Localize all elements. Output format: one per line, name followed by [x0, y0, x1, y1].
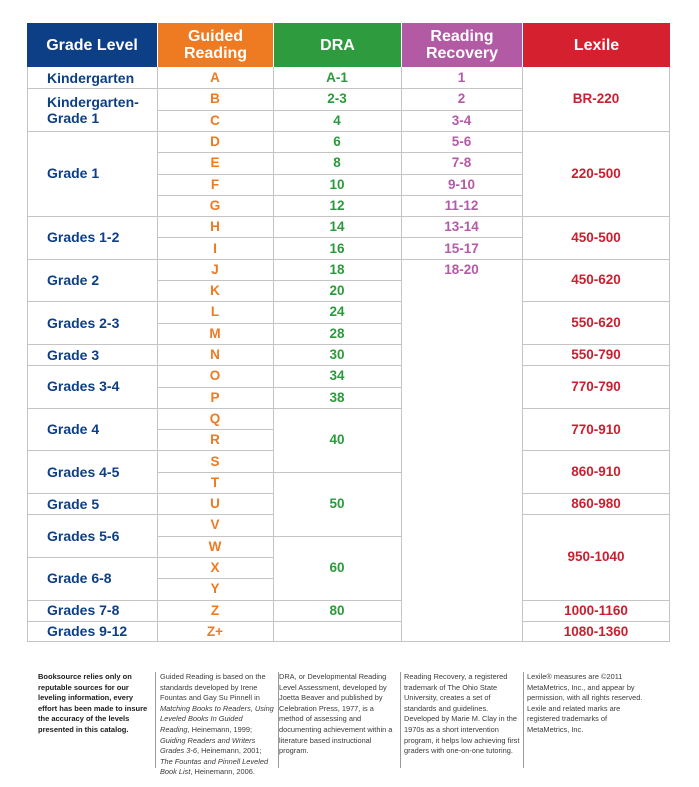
row-divider	[157, 514, 273, 515]
note-divider	[155, 672, 156, 768]
row-divider	[522, 259, 670, 260]
grade-level-cell: Grade 5	[47, 495, 100, 512]
header-label	[184, 28, 247, 62]
grade-level-cell: Grades 4-5	[47, 463, 120, 480]
guided-level-cell: N	[210, 347, 220, 363]
row-divider	[273, 472, 401, 473]
note-title: Guiding Readers and Writers Grades 3-6	[160, 735, 256, 756]
row-divider	[27, 88, 157, 89]
dra-cell: 6	[333, 134, 341, 150]
row-divider	[157, 152, 273, 153]
row-divider	[273, 323, 401, 324]
dra-cell	[273, 621, 401, 642]
dra-cell: 24	[329, 304, 345, 320]
row-divider	[522, 365, 670, 366]
lexile-cell: 220-500	[571, 165, 621, 181]
dra-cell: 4	[333, 112, 341, 128]
dra-header	[274, 23, 401, 67]
row-divider	[522, 131, 670, 132]
row-divider	[273, 344, 401, 345]
row-divider	[522, 408, 670, 409]
grade-level-cell: Grade 6-8	[47, 570, 112, 587]
grade-level-cell: Grades 7-8	[47, 602, 120, 619]
note-text: , Heinemann, 1999;	[187, 724, 253, 734]
guided-level-cell: C	[210, 112, 220, 128]
header-line: Recovery	[425, 45, 499, 62]
guided-reading-note	[160, 672, 274, 778]
header-line: Guided	[187, 28, 244, 45]
dra-cell: 50	[329, 496, 345, 512]
row-divider	[273, 536, 401, 537]
row-divider	[27, 408, 157, 409]
header-line: Reading	[183, 45, 248, 62]
row-divider	[273, 621, 401, 622]
row-divider	[273, 237, 401, 238]
dra-cell: 16	[329, 240, 345, 256]
dra-cell: 14	[329, 219, 345, 235]
row-divider	[27, 493, 157, 494]
dra-cell: 30	[329, 347, 345, 363]
guided-level-cell: B	[210, 91, 220, 107]
row-divider	[157, 131, 273, 132]
header-line: DRA	[320, 36, 355, 54]
dra-cell: 40	[329, 432, 345, 448]
row-divider	[401, 174, 522, 175]
row-divider	[157, 323, 273, 324]
row-divider	[273, 88, 401, 89]
note-title: The Fountas and Pinnell Leveled Book List	[160, 756, 269, 777]
row-divider	[27, 450, 157, 451]
reading-recovery-header	[402, 23, 522, 67]
row-divider	[157, 110, 273, 111]
dra-cell: 18	[329, 261, 345, 277]
guided-level-cell: F	[210, 176, 220, 192]
row-divider	[401, 237, 522, 238]
row-divider	[157, 216, 273, 217]
guided-level-cell: A	[210, 70, 220, 86]
dra-note: DRA, or Developmental Reading Level Assessment, developed by Joetta Beaver and published by Celebration Press, 1977, is a method of assessing and documenting achievement within a literature based instructional program.	[279, 672, 393, 756]
dra-cell: 2-3	[327, 91, 347, 107]
row-divider	[157, 621, 273, 622]
row-divider	[401, 131, 522, 132]
lexile-cell: 550-620	[571, 315, 621, 331]
row-divider	[273, 280, 401, 281]
row-divider	[273, 600, 401, 601]
row-divider	[273, 195, 401, 196]
row-divider	[522, 514, 670, 515]
row-divider	[273, 174, 401, 175]
grade-level-cell: Grade 3	[47, 346, 100, 363]
dra-cell: A-1	[326, 70, 348, 86]
guided-level-cell: T	[210, 474, 220, 490]
lexile-cell: 450-620	[571, 272, 621, 288]
dra-cell: 28	[329, 325, 345, 341]
guided-level-cell: H	[210, 219, 220, 235]
row-divider	[157, 174, 273, 175]
reading-recovery-note: Reading Recovery, a registered trademark of The Ohio State University, creates a set of standards and guidelines. Developed by Marie M. Clay in the 1970s as a short intervention program, it helps low achieving first graders with one-on-one tutoring.	[404, 672, 520, 756]
reading-recovery-cell: 1	[457, 70, 466, 86]
row-divider	[522, 493, 670, 494]
row-divider	[157, 259, 273, 260]
row-divider	[273, 259, 401, 260]
dra-cell: 60	[329, 560, 345, 576]
row-divider	[273, 131, 401, 132]
row-divider	[157, 88, 273, 89]
row-divider	[273, 301, 401, 302]
note-divider	[523, 672, 524, 768]
lexile-cell: 770-910	[571, 421, 621, 437]
row-divider	[157, 600, 273, 601]
row-divider	[27, 216, 157, 217]
dra-cell: 20	[329, 283, 345, 299]
reading-recovery-cell: 15-17	[444, 240, 479, 256]
row-divider	[522, 621, 670, 622]
guided-level-cell: Z	[210, 602, 220, 618]
grade-level-cell: Grades 5-6	[47, 527, 120, 544]
grade-label	[47, 94, 139, 126]
guided-level-cell: M	[209, 325, 221, 341]
guided-level-cell: O	[209, 368, 221, 384]
guided-level-cell: P	[210, 389, 220, 405]
reading-recovery-cell: 3-4	[451, 112, 472, 128]
guided-level-cell: Y	[210, 581, 220, 597]
row-divider	[273, 365, 401, 366]
grade-level-cell: Grades 3-4	[47, 378, 120, 395]
row-divider	[27, 301, 157, 302]
row-divider	[157, 557, 273, 558]
lexile-cell: BR-220	[572, 91, 620, 107]
note-text: , Heinemann, 2006.	[190, 767, 255, 777]
row-divider	[27, 259, 157, 260]
footnotes	[0, 672, 699, 782]
grade-level-cell: Grades 2-3	[47, 314, 120, 331]
lexile-cell: 860-980	[571, 496, 621, 512]
row-divider	[401, 110, 522, 111]
grade-label-line: Grade 1	[47, 109, 100, 126]
guided-level-cell: V	[210, 517, 220, 533]
table-bottom-border	[27, 641, 670, 642]
dra-cell: 38	[329, 389, 345, 405]
row-divider	[401, 216, 522, 217]
guided-level-cell: Q	[209, 410, 221, 426]
reading-recovery-cell: 13-14	[444, 219, 479, 235]
guided-level-cell: Z+	[206, 623, 224, 639]
lexile-note: Lexile® measures are ©2011 MetaMetrics, Inc., and appear by permission, with all rights reserved. Lexile and related marks are registered trademarks of MetaMetrics, Inc.	[527, 672, 643, 734]
header-label	[46, 37, 138, 54]
header-label	[320, 37, 355, 54]
row-divider	[273, 152, 401, 153]
row-divider	[157, 472, 273, 473]
row-divider	[157, 344, 273, 345]
booksource-note: Booksource relies only on reputable sources for our leveling information, every effort has been made to insure the accuracy of the levels presented in this catalog.	[38, 672, 148, 734]
guided-level-cell: D	[210, 134, 220, 150]
note-divider	[400, 672, 401, 768]
dra-cell: 12	[329, 197, 345, 213]
grade-level-cell: Grade 2	[47, 271, 100, 288]
dra-cell: 80	[329, 602, 345, 618]
reading-recovery-cell: 7-8	[451, 155, 472, 171]
row-divider	[157, 280, 273, 281]
row-divider	[27, 600, 157, 601]
grade-level-cell: Grade 1	[47, 165, 100, 182]
reading-level-chart	[27, 23, 670, 644]
header-line: Lexile	[573, 36, 620, 54]
row-divider	[273, 408, 401, 409]
guided-level-cell: R	[210, 432, 220, 448]
row-divider	[157, 408, 273, 409]
row-divider	[522, 216, 670, 217]
lexile-cell: 450-500	[571, 229, 621, 245]
row-divider	[157, 429, 273, 430]
reading-recovery-cell: 9-10	[447, 176, 476, 192]
guided-level-cell: L	[210, 304, 220, 320]
reading-recovery-cell: 2	[457, 91, 466, 107]
row-divider	[157, 301, 273, 302]
guided-level-cell: E	[210, 155, 220, 171]
reading-recovery-cell: 18-20	[444, 261, 479, 277]
grade-level-header	[27, 23, 157, 67]
lexile-header	[523, 23, 670, 67]
header-line: Reading	[430, 28, 494, 45]
row-divider	[401, 88, 522, 89]
row-divider	[522, 600, 670, 601]
row-divider	[157, 450, 273, 451]
grade-level-cell	[27, 88, 157, 131]
lexile-cell: 770-790	[571, 378, 621, 394]
lexile-cell: 1000-1160	[564, 602, 628, 618]
row-divider	[27, 365, 157, 366]
row-divider	[522, 301, 670, 302]
note-text: Guided Reading is based on the standards developed by Irene Fountas and Gay Su Pinnell in	[160, 672, 266, 703]
row-divider	[157, 536, 273, 537]
row-divider	[157, 195, 273, 196]
row-divider	[401, 152, 522, 153]
guided-level-cell: S	[210, 453, 220, 469]
row-divider	[157, 387, 273, 388]
guided-level-cell: I	[213, 240, 217, 256]
lexile-cell: 1080-1360	[563, 623, 629, 639]
row-divider	[522, 344, 670, 345]
grade-level-cell: Grades 9-12	[47, 623, 128, 640]
guided-level-cell: J	[211, 261, 219, 277]
reading-recovery-cell: 5-6	[451, 134, 472, 150]
grade-label-line: Kindergarten-	[47, 93, 139, 110]
row-divider	[273, 216, 401, 217]
row-divider	[157, 365, 273, 366]
grade-level-cell: Kindergarten	[47, 69, 135, 86]
dra-cell: 8	[333, 155, 341, 171]
guided-level-cell: U	[210, 496, 220, 512]
row-divider	[273, 387, 401, 388]
lexile-cell: 550-790	[571, 347, 621, 363]
dra-cell: 10	[329, 176, 345, 192]
guided-level-cell: X	[210, 560, 220, 576]
lexile-cell: 950-1040	[567, 549, 625, 565]
guided-level-cell: G	[209, 197, 221, 213]
note-text: , Heinemann, 2001;	[196, 746, 262, 756]
header-line: Grade Level	[46, 36, 138, 54]
grade-level-cell: Grade 4	[47, 421, 100, 438]
note-title: Matching Books to Readers, Using Leveled Books In Guided Reading	[160, 703, 274, 734]
lexile-cell: 860-910	[571, 464, 621, 480]
row-divider	[157, 237, 273, 238]
row-divider	[401, 195, 522, 196]
row-divider	[27, 557, 157, 558]
row-divider	[157, 493, 273, 494]
row-divider	[27, 514, 157, 515]
row-divider	[27, 131, 157, 132]
row-divider	[522, 450, 670, 451]
row-divider	[27, 344, 157, 345]
row-divider	[401, 259, 522, 260]
reading-recovery-cell: 11-12	[444, 197, 479, 213]
dra-cell: 34	[329, 368, 345, 384]
row-divider	[157, 578, 273, 579]
header-label	[426, 28, 498, 62]
guided-level-cell: W	[208, 538, 222, 554]
row-divider	[273, 110, 401, 111]
header-label	[574, 37, 619, 54]
grade-level-cell: Grades 1-2	[47, 229, 120, 246]
guided-reading-header	[158, 23, 273, 67]
row-divider	[27, 621, 157, 622]
guided-level-cell: K	[210, 283, 220, 299]
